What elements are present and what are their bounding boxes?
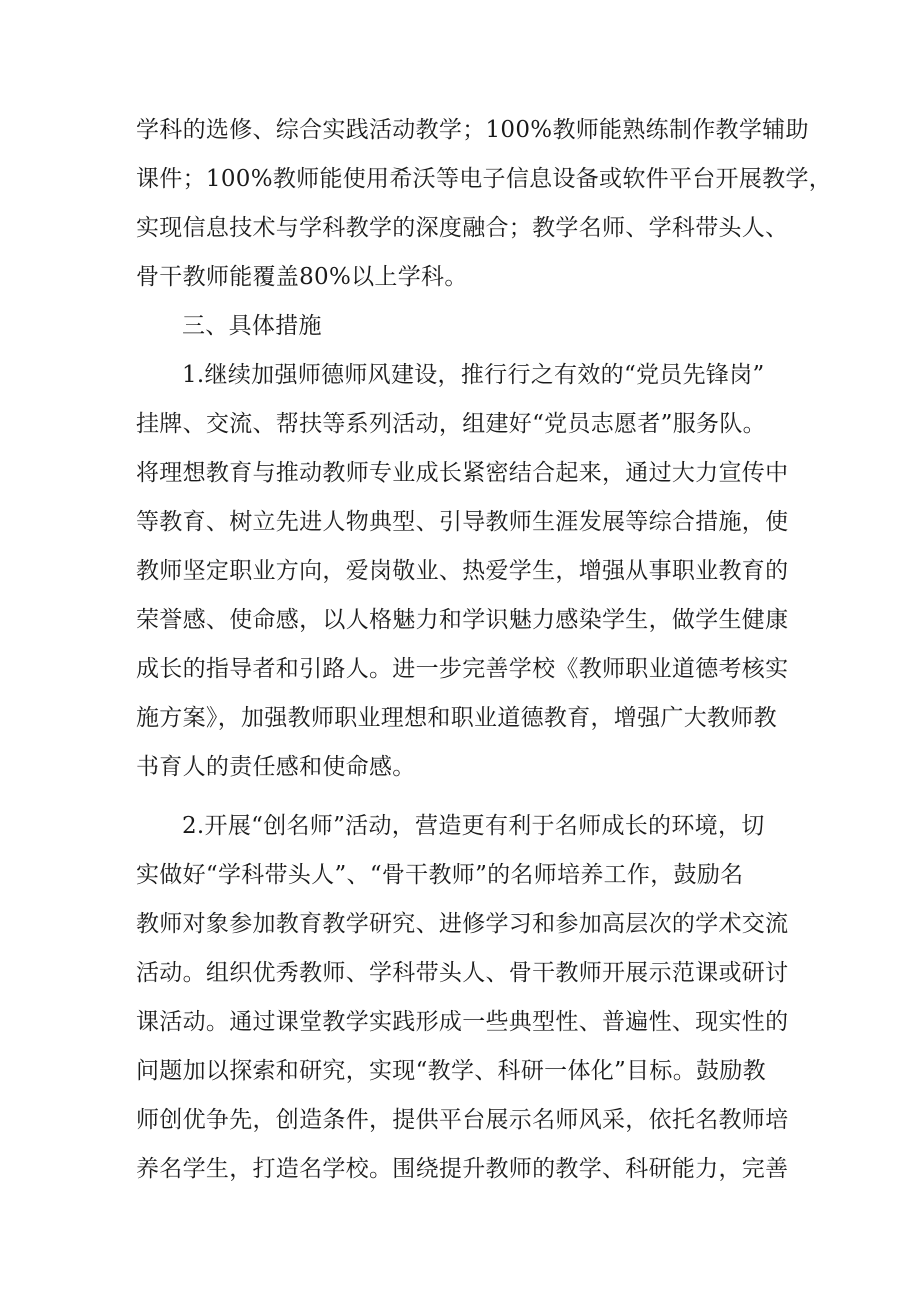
text-line: 活动。组织优秀教师、学科带头人、骨干教师开展示范课或研讨 — [136, 960, 789, 986]
section-heading: 三、具体措施 — [182, 313, 322, 339]
text-line: 养名学生，打造名学校。围绕提升教师的教学、科研能力，完善 — [136, 1156, 789, 1182]
text-line: 1.继续加强师德师风建设，推行行之有效的“党员先锋岗” — [182, 362, 765, 388]
text-line: 等教育、树立先进人物典型、引导教师生涯发展等综合措施，使 — [136, 509, 789, 535]
text-line: 成长的指导者和引路人。进一步完善学校《教师职业道德考核实 — [136, 656, 789, 682]
text-line: 教师对象参加教育教学研究、进修学习和参加高层次的学术交流 — [136, 911, 789, 937]
text-line: 教师坚定职业方向，爱岗敬业、热爱学生，增强从事职业教育的 — [136, 558, 789, 584]
text-line: 实现信息技术与学科教学的深度融合；教学名师、学科带头人、 — [136, 215, 789, 241]
text-line: 荣誉感、使命感，以人格魅力和学识魅力感染学生，做学生健康 — [136, 607, 789, 633]
text-line: 问题加以探索和研究，实现“教学、科研一体化”目标。鼓励教 — [136, 1058, 766, 1084]
text-line: 实做好“学科带头人”、“骨干教师”的名师培养工作，鼓励名 — [136, 862, 744, 888]
text-line: 课活动。通过课堂教学实践形成一些典型性、普遍性、现实性的 — [136, 1009, 789, 1035]
text-line: 将理想教育与推动教师专业成长紧密结合起来，通过大力宣传中 — [136, 460, 789, 486]
text-line: 学科的选修、综合实践活动教学；100%教师能熟练制作教学辅助 — [136, 117, 809, 143]
text-line: 课件；100%教师能使用希沃等电子信息设备或软件平台开展教学， — [136, 166, 833, 192]
text-line: 2.开展“创名师”活动，营造更有利于名师成长的环境，切 — [182, 813, 765, 839]
text-line: 骨干教师能覆盖80%以上学科。 — [136, 264, 468, 290]
text-line: 挂牌、交流、帮扶等系列活动，组建好“党员志愿者”服务队。 — [136, 411, 766, 437]
text-line: 师创优争先，创造条件，提供平台展示名师风采，依托名教师培 — [136, 1107, 789, 1133]
text-line: 书育人的责任感和使命感。 — [136, 754, 416, 780]
text-line: 施方案》，加强教师职业理想和职业道德教育，增强广大教师教 — [136, 705, 777, 731]
